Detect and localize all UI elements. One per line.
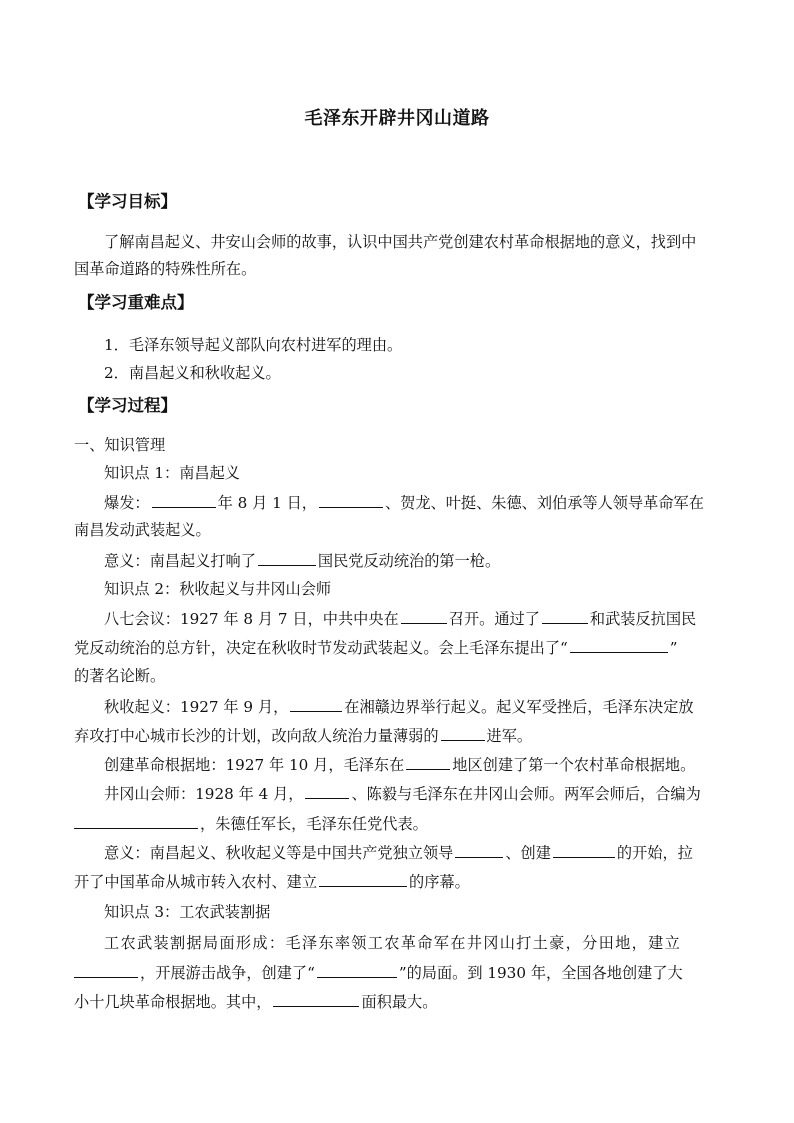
- fill-blank[interactable]: [319, 871, 407, 887]
- knowledge-part-title: 一、知识管理: [74, 436, 166, 454]
- key-heading: 【学习重难点】: [78, 293, 194, 312]
- k2-meet-line-2: [74, 813, 726, 834]
- k1-significance-line: [104, 550, 756, 571]
- k3-text-a: 工农武装割据局面形成：毛泽东率领工农革命军在井冈山打土豪，分田地，建立: [104, 934, 682, 952]
- key-point-1: 1．毛泽东领导起义部队向农村进军的理由。: [104, 336, 403, 354]
- goals-line-1: 了解南昌起义、井安山会师的故事，认识中国共产党创建农村革命根据地的意义，找到中: [104, 233, 697, 251]
- fill-blank[interactable]: [152, 492, 216, 508]
- fill-blank[interactable]: [317, 962, 397, 978]
- k2-autumn-text-d: 进军。: [486, 727, 533, 745]
- k2-august7-line: [104, 608, 726, 629]
- fill-blank[interactable]: [319, 492, 383, 508]
- fill-blank[interactable]: [74, 962, 138, 978]
- k2-87-text-a: 八七会议：1927 年 8 月 7 日，中共中央在: [104, 610, 399, 628]
- fill-blank[interactable]: [305, 783, 349, 799]
- k2-meet-text-b: 、陈毅与毛泽东在井冈山会师。两军会师后，合编为: [351, 785, 701, 803]
- fill-blank[interactable]: [273, 991, 359, 1007]
- k2-base-text-a: 创建革命根据地：1927 年 10 月，毛泽东在: [104, 756, 405, 774]
- k2-meet-text-a: 井冈山会师：1928 年 4 月，: [104, 785, 304, 803]
- fill-blank[interactable]: [455, 842, 503, 858]
- k2-significance-line: [104, 842, 726, 863]
- key-point-2: 2．南昌起义和秋收起义。: [104, 364, 281, 382]
- fill-blank[interactable]: [406, 754, 450, 770]
- k3-text-b: ，开展游击战争，创建了“: [140, 964, 315, 982]
- k2-significance-line-2: [74, 871, 726, 892]
- goals-heading: 【学习目标】: [78, 192, 177, 211]
- k2-87-text-f: 的著名论断。: [74, 667, 166, 685]
- goals-line-2: 国革命道路的特殊性所在。: [74, 260, 257, 278]
- fill-blank[interactable]: [258, 550, 316, 566]
- k2-autumn-line: [104, 696, 756, 717]
- k2-87-text-b: 召开。通过了: [448, 610, 540, 628]
- k2-autumn-text-a: 秋收起义：1927 年 9 月，: [104, 698, 289, 716]
- fill-blank[interactable]: [290, 696, 342, 712]
- k2-87-text-d: 党反动统治的总方针，决定在秋收时节发动武装起义。会上毛泽东提出了“: [74, 639, 568, 657]
- fill-blank[interactable]: [74, 813, 198, 829]
- fill-blank[interactable]: [570, 637, 668, 653]
- k1-outbreak-text-b: 年 8 月 1 日，: [217, 494, 317, 512]
- k2-autumn-text-b: 在湘赣边界举行起义。起义军受挫后，毛泽东决定放: [344, 698, 694, 716]
- k1-outbreak-text-d: 南昌发动武装起义。: [74, 521, 211, 539]
- k2-sig-text-a: 意义：南昌起义、秋收起义等是中国共产党独立领导: [104, 844, 454, 862]
- k3-text-e: 面积最大。: [361, 993, 438, 1011]
- k1-title: 知识点 1：南昌起义: [104, 464, 240, 482]
- k2-august7-line-2: [74, 637, 726, 658]
- k2-title: 知识点 2：秋收起义与井冈山会师: [104, 580, 332, 598]
- k2-meet-line: [104, 783, 756, 804]
- fill-blank[interactable]: [553, 842, 615, 858]
- k3-line-2: [74, 962, 726, 983]
- k1-outbreak-text-a: 爆发：: [104, 494, 150, 512]
- k2-sig-text-d: 开了中国革命从城市转入农村、建立: [74, 873, 317, 891]
- k2-autumn-line-2: [74, 725, 726, 746]
- k2-sig-text-c: 的开始，拉: [616, 844, 693, 862]
- k1-sig-text-b: 国民党反动统治的第一枪。: [317, 552, 501, 570]
- k3-title: 知识点 3：工农武装割据: [104, 903, 271, 921]
- fill-blank[interactable]: [401, 608, 447, 624]
- process-heading: 【学习过程】: [78, 396, 177, 415]
- page-title: 毛泽东开辟井冈山道路: [304, 108, 490, 129]
- k2-sig-text-e: 的序幕。: [409, 873, 470, 891]
- k2-base-text-b: 地区创建了第一个农村革命根据地。: [452, 756, 696, 774]
- k2-autumn-text-c: 弃攻打中心城市长沙的计划，改向敌人统治力量薄弱的: [74, 727, 439, 745]
- k3-text-d: 小十几块革命根据地。其中，: [74, 993, 272, 1011]
- fill-blank[interactable]: [441, 725, 485, 741]
- k2-87-text-c: 和武装反抗国民: [589, 610, 697, 628]
- k1-outbreak-line: [104, 492, 726, 513]
- k2-base-line: [104, 754, 756, 775]
- fill-blank[interactable]: [542, 608, 588, 624]
- k2-meet-text-c: ，朱德任军长，毛泽东任党代表。: [200, 815, 428, 833]
- k1-outbreak-text-c: 、贺龙、叶挺、朱德、刘伯承等人领导革命军在: [384, 494, 704, 512]
- k2-87-text-e: ”: [669, 639, 678, 657]
- k3-text-c: ”的局面。到 1930 年，全国各地创建了大: [398, 964, 683, 982]
- k1-sig-text-a: 意义：南昌起义打响了: [104, 552, 256, 570]
- k2-sig-text-b: 、创建: [505, 844, 551, 862]
- k3-line-3: [74, 991, 726, 1012]
